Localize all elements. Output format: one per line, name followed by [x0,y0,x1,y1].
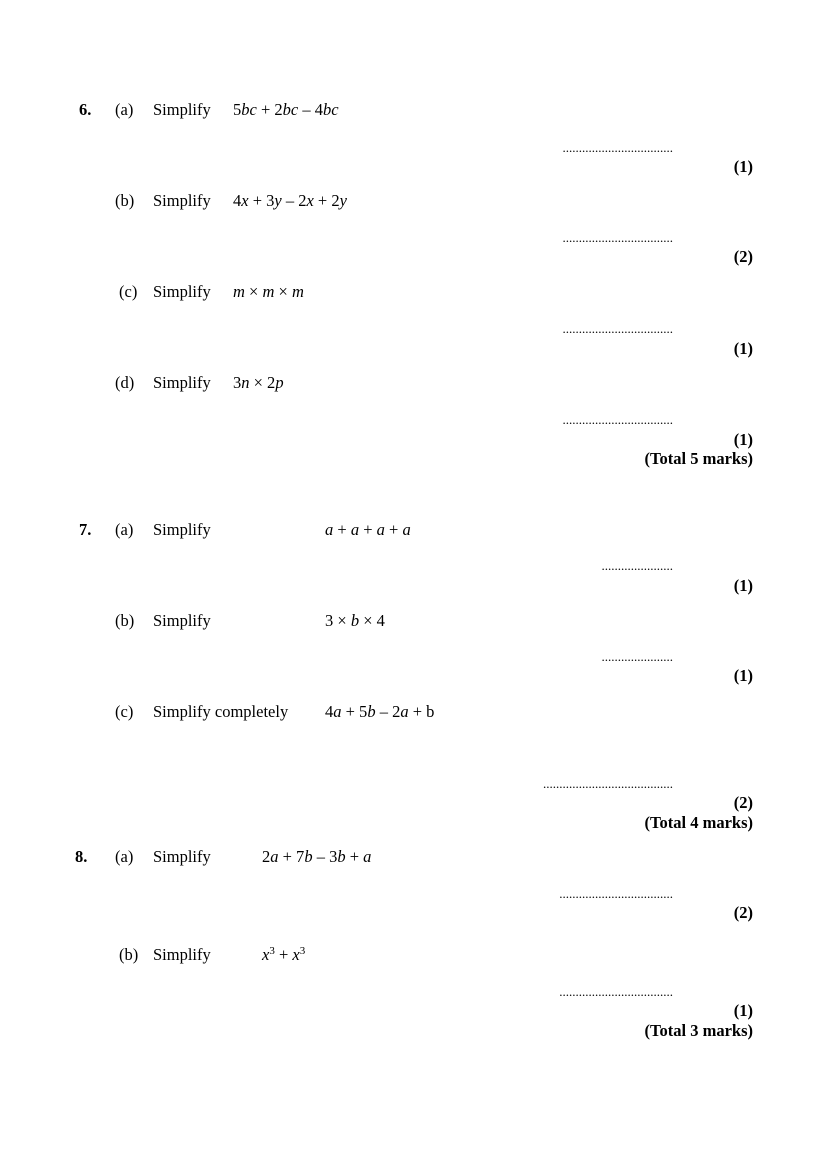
total-marks: (Total 4 marks) [644,813,753,832]
part-instruction: Simplify completely [153,702,289,721]
math-expression: 4x + 3y – 2x + 2y [233,191,347,210]
part-instruction: Simplify [153,100,211,119]
marks: (2) [733,903,753,922]
marks: (1) [733,576,753,595]
math-expression: 2a + 7b – 3b + a [262,847,372,866]
part-label: (c) [119,282,138,301]
part-instruction: Simplify [153,520,211,539]
part-instruction: Simplify [153,847,211,866]
part-instruction: Simplify [153,191,211,210]
part-label: (a) [115,520,134,539]
question-number: 7. [79,520,92,539]
marks: (2) [733,793,753,812]
marks: (1) [733,430,753,449]
total-marks: (Total 3 marks) [644,1021,753,1040]
answer-line[interactable]: .................................. [562,230,673,245]
answer-line[interactable]: ........................................ [543,776,673,791]
part-instruction: Simplify [153,611,211,630]
part-instruction: Simplify [153,373,211,392]
answer-line[interactable]: ................................... [559,984,673,999]
answer-line[interactable]: .................................. [562,321,673,336]
answer-line[interactable]: .................................. [562,140,673,155]
marks: (2) [733,247,753,266]
part-label: (b) [119,945,139,964]
math-expression: a + a + a + a [325,520,411,539]
part-label: (a) [115,847,134,866]
part-label: (c) [115,702,134,721]
question-number: 6. [79,100,92,119]
question-number: 8. [75,847,88,866]
math-expression: m × m × m [233,282,304,301]
math-expression: 4a + 5b – 2a + b [325,702,435,721]
part-label: (b) [115,611,135,630]
part-label: (d) [115,373,135,392]
math-expression: 5bc + 2bc – 4bc [233,100,339,119]
part-label: (a) [115,100,134,119]
answer-line[interactable]: ................................... [559,886,673,901]
answer-line[interactable]: ...................... [601,649,673,664]
part-label: (b) [115,191,135,210]
marks: (1) [733,1001,753,1020]
math-expression: 3 × b × 4 [325,611,385,630]
part-instruction: Simplify [153,945,211,964]
part-instruction: Simplify [153,282,211,301]
answer-line[interactable]: ...................... [601,558,673,573]
marks: (1) [733,666,753,685]
marks: (1) [733,157,753,176]
answer-line[interactable]: .................................. [562,412,673,427]
marks: (1) [733,339,753,358]
math-expression: $x^3 + x^3$ [262,945,306,964]
math-expression: 3n × 2p [233,373,284,392]
total-marks: (Total 5 marks) [644,449,753,468]
